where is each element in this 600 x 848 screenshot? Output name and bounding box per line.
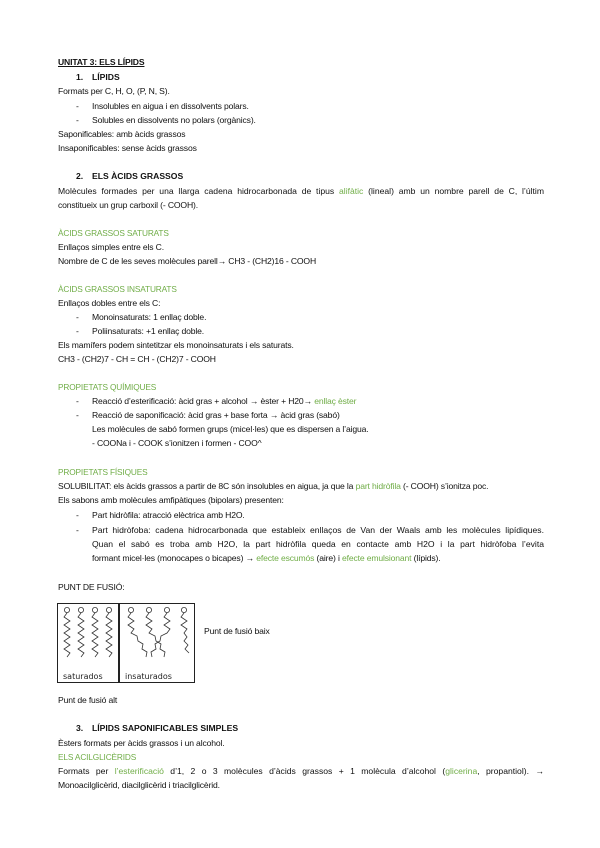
chemical-properties-heading: PROPIETATS QUÍMIQUES	[58, 382, 157, 392]
highlight-efecte-escumos: efecte escumós	[256, 553, 315, 563]
bullet-dash: -	[76, 326, 79, 336]
fatty-acids-paragraph-line-2: constitueix un grup carboxil (- COOH).	[58, 200, 198, 210]
acylglycerides-line-1: Formats per l’esterificació d’1, 2 o 3 molècules d’àcids grassos + 1 molècula d’alcohol (glicerina, propantiol). →	[58, 766, 544, 776]
highlight-esterificacio: l’esterificació	[114, 766, 164, 776]
highlight-part-hidrofila: part hidròfila	[355, 481, 401, 491]
section-2-title: ELS ÀCIDS GRASSOS	[92, 171, 184, 181]
bullet-dash: -	[76, 312, 79, 322]
fatty-acids-paragraph-line-1: Molècules formades per una llarga cadena hidrocarbonada de tipus alifàtic (lineal) amb un nombre parell de C, l’últim	[58, 186, 544, 196]
bullet-part-hidrofila: Part hidròfila: atracció elèctrica amb H2O.	[92, 510, 245, 520]
fatty-acid-packing-figure	[57, 603, 195, 683]
bullet-dash: -	[76, 410, 79, 420]
bullet-saponification: Reacció de saponificació: àcid gras + base forta → àcid gras (sabó)	[92, 410, 340, 420]
saturated-line-2: Nombre de C de les seves molècules parell→ CH3 - (CH2)16 - COOH	[58, 256, 316, 266]
physical-properties-heading: PROPIETATS FÍSIQUES	[58, 467, 148, 477]
saponification-continuation-2: - COONa i - COOK s’ionitzen i formen - COO^	[92, 438, 262, 448]
part-hidrofoba-continuation-1: Quan el sabó es troba amb H2O, la part hidròfila queda en contacte amb H2O i la part hidròfoba l’evita	[92, 539, 544, 549]
bullet-dash: -	[76, 115, 79, 125]
unsaturated-formula: CH3 - (CH2)7 - CH = CH - (CH2)7 - COOH	[58, 354, 216, 364]
highlight-alifatic: alifàtic	[339, 186, 364, 196]
melting-point-high-label: Punt de fusió alt	[58, 695, 118, 705]
section-3-title: LÍPIDS SAPONIFICABLES SIMPLES	[92, 723, 239, 733]
bullet-esterification: Reacció d’esterificació: àcid gras + alcohol → èster + H20→ enllaç èster	[92, 396, 357, 406]
saturated-heading: ÀCIDS GRASSOS SATURATS	[58, 228, 169, 238]
bullet-dash: -	[76, 510, 79, 520]
bullet-solubles: Solubles en dissolvents no polars (orgànics).	[92, 115, 256, 125]
figure-label-unsaturated: insaturados	[125, 672, 172, 681]
melting-point-low-label: Punt de fusió baix	[204, 626, 270, 636]
unsaturated-heading: ÀCIDS GRASSOS INSATURATS	[58, 284, 177, 294]
saponification-continuation-1: Les molècules de sabó formen grups (micel·les) que es dispersen a l’aigua.	[92, 424, 369, 434]
bullet-dash: -	[76, 396, 79, 406]
acylglycerides-heading: ELS ACILGLICÈRIDS	[58, 752, 137, 762]
bullet-insolubles: Insolubles en aigua i en dissolvents polars.	[92, 101, 249, 111]
acylglycerides-line-2: Monoacilglicèrid, diacilglicèrid i triacilglicèrid.	[58, 780, 220, 790]
simple-saponifiable-line: Èsters formats per àcids grassos i un alcohol.	[58, 738, 225, 748]
bullet-dash: -	[76, 525, 79, 535]
unsaturated-line-1: Enllaços dobles entre els C:	[58, 298, 161, 308]
saturated-line-1: Enllaços simples entre els C.	[58, 242, 164, 252]
lipids-formats: Formats per C, H, O, (P, N, S).	[58, 86, 170, 96]
figure-label-saturated: saturados	[63, 672, 103, 681]
insaponificables-line: Insaponificables: sense àcids grassos	[58, 143, 197, 153]
bullet-dash: -	[76, 101, 79, 111]
section-1-number: 1.	[76, 72, 84, 82]
highlight-efecte-emulsionant: efecte emulsionant	[341, 553, 412, 563]
bullet-monoinsaturats: Monoinsaturats: 1 enllaç doble.	[92, 312, 207, 322]
solubility-line: SOLUBILITAT: els àcids grassos a partir de 8C són insolubles en aigua, ja que la part hidròfila (- COOH) s’ionitza poc.	[58, 481, 489, 491]
melting-point-heading: PUNT DE FUSIÓ:	[58, 582, 125, 592]
section-3-number: 3.	[76, 723, 84, 733]
section-1-title: LÍPIDS	[92, 72, 120, 82]
soaps-line: Els sabons amb molècules amfipàtiques (bipolars) presenten:	[58, 495, 284, 505]
unit-title: UNITAT 3: ELS LÍPIDS	[58, 57, 145, 67]
unsaturated-line-2: Els mamífers podem sintetitzar els monoinsaturats i els saturats.	[58, 340, 294, 350]
highlight-glicerina: glicerina	[445, 766, 478, 776]
part-hidrofoba-continuation-2: formant micel·les (monocapes o bicapes) → efecte escumós (aire) i efecte emulsionant (lípids).	[92, 553, 441, 563]
saponificables-line: Saponificables: amb àcids grassos	[58, 129, 186, 139]
bullet-poliinsaturats: Poliinsaturats: +1 enllaç doble.	[92, 326, 205, 336]
highlight-enllac-ester: enllaç èster	[314, 396, 357, 406]
section-2-number: 2.	[76, 171, 84, 181]
bullet-part-hidrofoba: Part hidròfoba: cadena hidrocarbonada que estableix enllaços de Van der Waals amb les molècules lipídiques.	[92, 525, 544, 535]
